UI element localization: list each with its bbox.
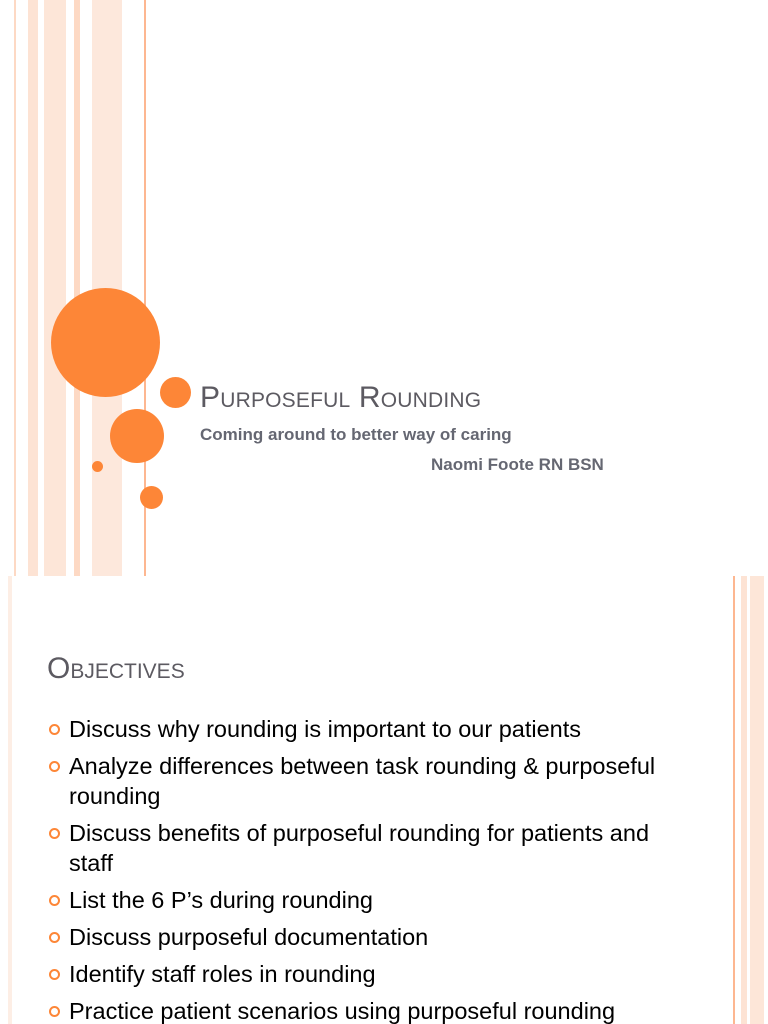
stripe-decoration <box>44 0 66 576</box>
list-item: Analyze differences between task rounding & purposeful rounding <box>47 751 687 811</box>
stripe-decoration <box>750 576 764 1024</box>
list-item: Discuss why rounding is important to our patients <box>47 714 687 744</box>
list-item: Identify staff roles in rounding <box>47 959 687 989</box>
stripe-decoration <box>74 0 80 576</box>
circle-small <box>140 486 163 509</box>
bullet-circle-icon <box>49 969 60 980</box>
bullet-circle-icon <box>49 932 60 943</box>
stripe-decoration <box>733 576 735 1024</box>
slide-subtitle: Coming around to better way of caring <box>200 425 512 444</box>
list-item: Discuss purposeful documentation <box>47 922 687 952</box>
author-name: Naomi Foote RN BSN <box>431 455 604 474</box>
circle-tiny <box>92 461 103 472</box>
bullet-circle-icon <box>49 1006 60 1017</box>
list-item: Practice patient scenarios using purposeful rounding <box>47 996 687 1024</box>
stripe-decoration <box>741 576 747 1024</box>
list-item: List the 6 P’s during rounding <box>47 885 687 915</box>
bullet-circle-icon <box>49 724 60 735</box>
circle-small <box>160 377 191 408</box>
stripe-decoration <box>8 576 12 1024</box>
circle-large <box>51 288 160 397</box>
stripe-decoration <box>14 0 16 576</box>
slide-title: Purposeful Rounding <box>200 381 482 414</box>
slide-title: Objectives <box>47 652 185 685</box>
circle-medium <box>110 409 164 463</box>
objectives-slide <box>0 576 768 1024</box>
stripe-decoration <box>28 0 38 576</box>
bullet-circle-icon <box>49 895 60 906</box>
list-item: Discuss benefits of purposeful rounding for patients and staff <box>47 818 687 878</box>
bullet-circle-icon <box>49 761 60 772</box>
objectives-list <box>47 714 687 1024</box>
bullet-circle-icon <box>49 828 60 839</box>
